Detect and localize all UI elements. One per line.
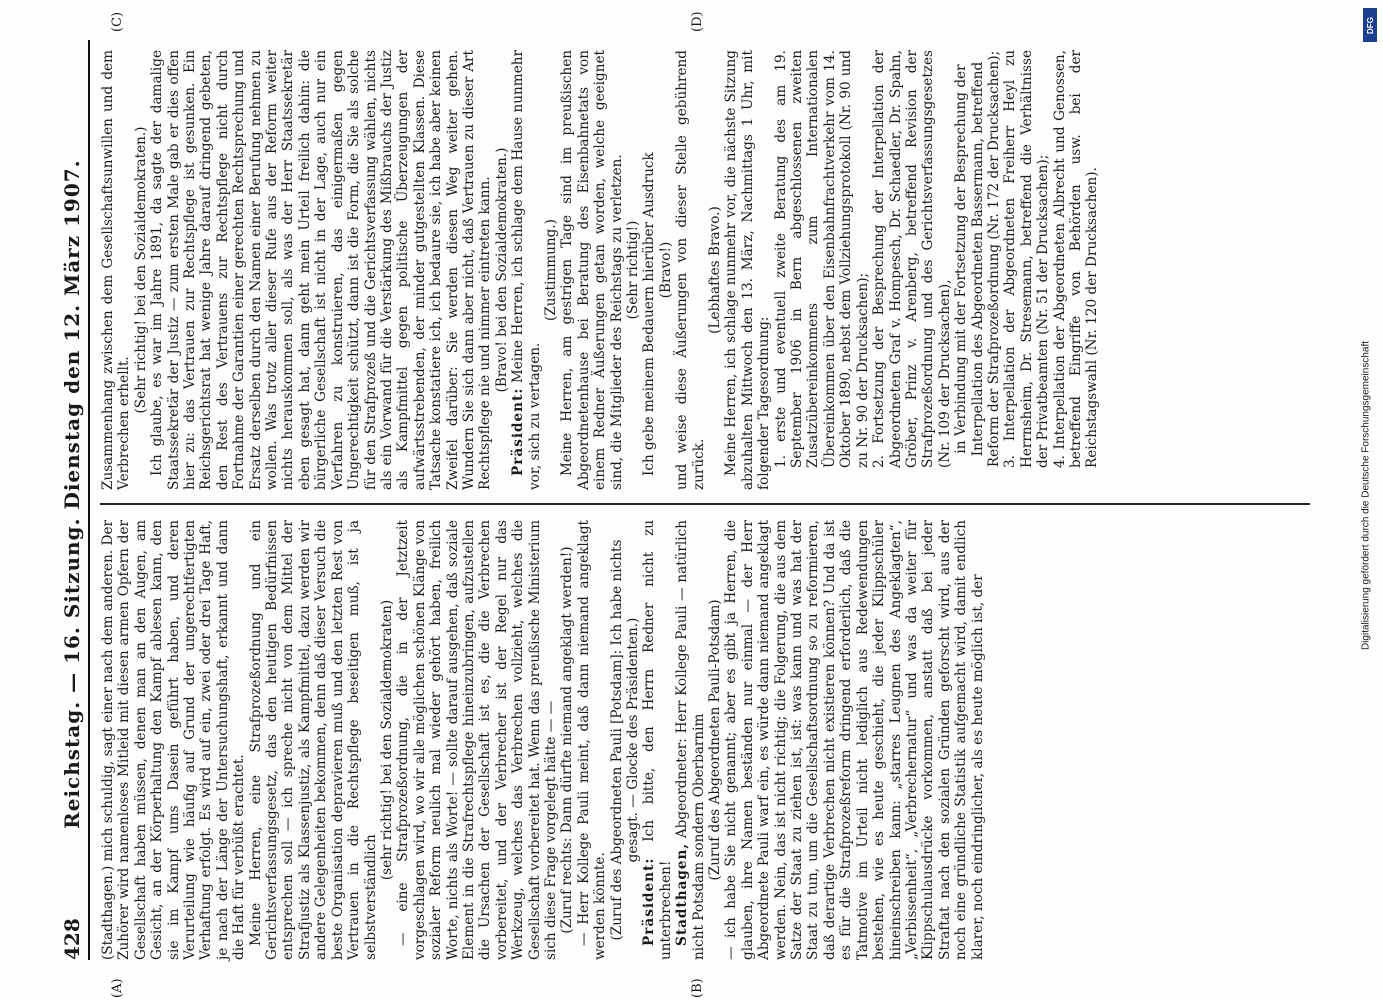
interjection: (Zuruf des Abgeordneten Pauli-Potsdam) (707, 599, 724, 881)
paragraph: — eine Strafprozeßordnung, die in der Jetztzeit vorgeschlagen wird, wo wir alle möglichen schönen Klänge von sozialer Reform neulich mal wieder gehört haben, freilich Worte, nichts als Worte! — sollte darauf ausgehen, daß soziale Element in die Strafrechtspflege hineinzubringen, aufzustellen die Ursachen der Gesellschaft ist es, die die Verbrechen vorbereitet, und der Verbrecher ist der Regel nur das Werkzeug, welches das Verbrechen vollzieht, welches die Gesellschaft vorbereitet hat. Wenn das preußische Ministerium sich diese Frage vorgelegt hätte — — (395, 520, 559, 960)
paragraph: und weise diese Äußerungen von dieser Stelle gebührend zurück. (674, 50, 707, 490)
paragraph: Ich glaube, es war im Jahre 1891, da sagte der damalige Staatssekretär der Justiz — zum ersten Male gab er dies offen hier zu: das Vertrauen zur Rechtspflege ist gesunken. Ein Reichsgerichtsrat hat wenige Jahre darauf dringend gebeten, den Rest des Vertrauens zur Rechtspflege nicht durch Fortnahme der Garantien einer gerechten Rechtsprechung und Ersatz derselben durch den Namen einer Berufung nehmen zu wollen. Was trotz aller dieser Rufe aus der Reform weiter nichts herauskommen soll, als was der Herr Staatssekretär eben gesagt hat, dann geht mein Urteil freilich dahin: die bürgerliche Gesellschaft ist nicht in der Lage, auch nur ein Verfahren zu konstruieren, das einigermaßen gegen Ungerechtigkeit schützt, dann ist die Form, die Sie als solche für den Strafprozeß und die Gerichtsverfassung wählen, nichts als ein Vorwand für die Verstärkung des Mißbrauchs der Justiz als Kampfmittel gegen politische Überzeugungen der aufwärtsstrebenden, der minder gutgestellten Klassen. Diese Tatsache konstatiere ich, ich bedaure sie, ich habe aber keinen Zweifel darüber: Sie werden diesen Weg weiter gehen. Wundern Sie sich dann aber nicht, daß Vertrauen zu dieser Art Rechtspflege nie und nimmer eintreten kann. (149, 50, 494, 490)
speaker-text: Ich bitte, den Herrn Redner nicht zu unterbrechen! (641, 520, 674, 960)
page-title: Reichstag. — 16. Sitzung. Dienstag den 12. März 1907. (60, 159, 84, 829)
interjection: (Bravo!) (657, 241, 674, 299)
interjection: (Zuruf rechts: Dann dürfte niemand angeklagt werden!) (559, 546, 576, 934)
speaker-paragraph (674, 520, 707, 960)
interjection: (Zustimmung.) (542, 219, 559, 321)
speaker-paragraph (510, 50, 543, 490)
paragraph: Meine Herren, ich schlage nunmehr vor, die nächste Sitzung abzuhalten Mittwoch den 13. März, Nachmittags 1 Uhr, mit folgender Tagesordnung: (723, 50, 773, 490)
speaker-label: Präsident: (641, 857, 658, 946)
digitization-note-text: Digitalisierung gefördert durch die Deutsche Forschungsgemeinschaft (1360, 340, 1372, 651)
speaker-text: Meine Herren, ich schlage dem Hause nunmehr vor, sich zu vertagen. (510, 50, 543, 490)
interjection: (Zuruf des Abgeordneten Pauli [Potsdam]: Ich habe nichts gesagt. — Glocke des Präsidenten.) (608, 539, 641, 941)
agenda-list (773, 50, 1101, 490)
paragraph: Ich gebe meinem Bedauern hierüber Ausdruck (641, 152, 658, 476)
interjection: (Sehr richtig!) (625, 220, 641, 320)
page-header (50, 40, 90, 960)
interjection: (Lebhaftes Bravo.) (707, 206, 724, 334)
digitization-note (1361, 10, 1375, 990)
speaker-text: Abgeordneter: Herr Kollege Pauli — natürlich nicht Potsdam sondern Oberbarnim (674, 520, 707, 960)
right-column (100, 50, 1101, 490)
interjection: (sehr richtig! bei den Sozialdemokraten) (378, 599, 395, 881)
paragraph: — Herr Kollege Pauli meint, daß dann niemand angeklagt werden könnte. (575, 520, 609, 960)
page-number: 428 (60, 918, 84, 960)
paragraph: Zusammenhang zwischen dem Gesellschaftsunwillen und dem Verbrechen erhellt. (100, 50, 133, 490)
margin-marker-d: (D) (690, 11, 705, 32)
agenda-item: 4. Interpellation der Abgeordneten Albrecht und Genossen, betreffend Eingriffe von Behörden usw. bei der Reichstagswahl (Nr. 120 der Drucksachen). (1051, 50, 1101, 468)
margin-marker-a: (A) (110, 978, 125, 998)
margin-marker-c: (C) (110, 11, 125, 32)
speaker-label: Präsident: (510, 387, 527, 476)
speaker-label: Stadthagen, (674, 842, 691, 946)
left-column (100, 520, 986, 960)
margin-marker-b: (B) (690, 978, 705, 998)
rotated-page-content (50, 11, 1320, 998)
interjection: (Bravo! bei den Sozialdemokraten.) (493, 147, 510, 393)
paragraph: (Stadthagen.) mich schuldig, sagt einer nach dem anderen. Der Zuhörer wird namenloses Mitleid mit diesen armen Opfern der Gesellschaft haben müssen, denen man an den Augen, am Gesicht, an der Körperhaltung den Kampf ablesen kann, den sie im Kampf ums Dasein geführt haben, und deren Verurteilung wie häufig auf Grund der ungerechtfertigten Verhaftung erfolgt. Es wird auf ein, zwei oder drei Tage Haft, je nach der Länge der Untersuchungshaft, erkannt und dann die Haft für verbüßt erachtet. (100, 520, 248, 960)
column-divider (100, 503, 1310, 505)
agenda-item: in Verbindung mit der Fortsetzung der Besprechung der Interpellation des Abgeordneten Bassermann, betreffend Reform der Strafprozeßordnung (Nr. 172 der Drucksachen); (953, 50, 1002, 468)
paragraph: — ich habe Sie nicht genannt; aber es gibt ja Herren, die glauben, ihre Namen beständen nur einmal — der Herr Abgeordnete Pauli warf ein, es würde dann niemand angeklagt werden. Nein, das ist nicht richtig; die Folgerung, die aus dem Satze der Staat zu ziehen ist, ist: was kann und was hat der Staat zu tun, um die Gesellschaftsordnung so zu reformieren, daß derartige Verbrechen nicht existieren können? Und da ist es für die Strafprozeßreform dringend erforderlich, daß die Tatmotive im Urteil nicht lediglich aus Redewendungen bestehen, wie es heute geschieht, die jeder Klippschüler hineinschreiben kann: „starres Leugnen des Angeklagten“, „Verbissenheit“, „Verbrechernatur“ und was da weiter für Klippschulausdrücke vorkommen, anstatt daß bei jeder Straftat nach den sozialen Gründen geforscht wird, aus der noch eine gründliche Statistik aufgemacht wird, damit endlich klarer, noch eindringlicher, als es heute möglich ist, der (723, 520, 986, 960)
agenda-item: 3. Interpellation der Abgeordneten Freiherr Heyl zu Herrnsheim, Dr. Stresemann, betreffend die Verhältnisse der Privatbeamten (Nr. 51 der Drucksachen); (1002, 50, 1052, 468)
agenda-item: 1. erste und eventuell zweite Beratung des am 19. September 1906 in Bern abgeschlossenen zweiten Zusatzübereinkommens zum Internationalen Übereinkommen über den Eisenbahnfrachtverkehr vom 14. Oktober 1890, nebst dem Vollziehungsprotokoll (Nr. 90 und zu Nr. 90 der Drucksachen); (772, 50, 871, 468)
agenda-item: 2. Fortsetzung der Besprechung der Interpellation der Abgeordneten Graf v. Hompesch, Dr. Schaedler, Dr. Spahn, Gröber, Prinz v. Arenberg, betreffend Revision der Strafprozeßordnung und des Gerichtsverfassungsgesetzes (Nr. 109 der Drucksachen), (871, 50, 953, 468)
paragraph: Meine Herren, am gestrigen Tage sind im preußischen Abgeordnetenhause bei Beratung des Eisenbahnetats von einem Redner Äußerungen getan worden, welche geeignet sind, die Mitglieder des Reichstags zu verletzen. (559, 50, 625, 490)
speaker-paragraph (641, 520, 674, 960)
dfg-logo: DFG (1363, 8, 1377, 42)
interjection: (Sehr richtig! bei den Sozialdemokraten.) (132, 126, 149, 414)
paragraph: Meine Herren, eine Strafprozeßordnung und ein Gerichtsverfassungsgesetz, das den heutigen Bedürfnissen entsprechen soll — ich spreche nicht von dem Mittel der Strafjustiz als Klassenjustiz, als Kampfmittel, dazu werden wir andere Gelegenheiten bekommen, denn daß dieser Versuch die beste Organisation depravieren muß und den letzten Rest von Vertrauen in die Rechtspflege beseitigen muß, ist ja selbstverständlich (247, 520, 379, 960)
